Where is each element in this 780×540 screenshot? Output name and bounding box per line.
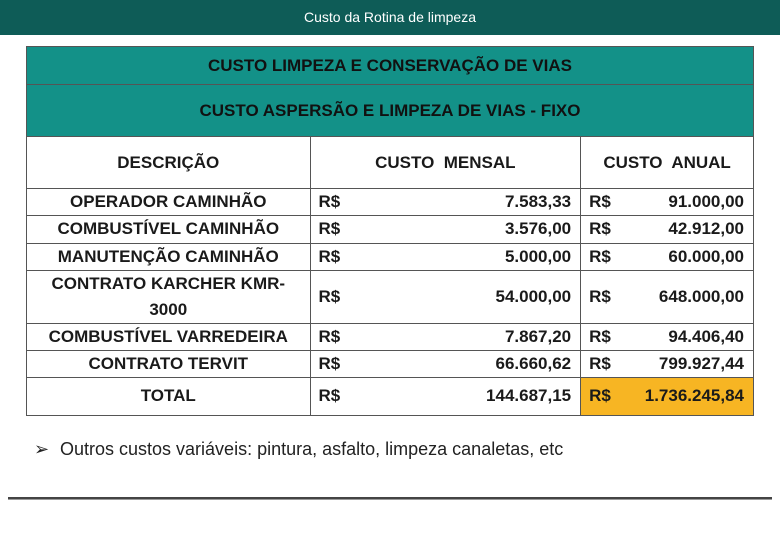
currency-symbol: R$	[318, 286, 341, 306]
annual-value: 60.000,00	[668, 246, 744, 266]
note-bullet	[34, 439, 563, 460]
currency-symbol: R$	[589, 286, 611, 306]
currency-symbol: R$	[318, 353, 341, 373]
total-annual-value: 1.736.245,84	[644, 386, 744, 406]
row-description: MANUTENÇÃO CAMINHÃO	[27, 243, 311, 270]
annual-value: 94.406,40	[668, 326, 744, 346]
currency-symbol: R$	[589, 353, 611, 373]
monthly-value: 7.583,33	[504, 192, 572, 212]
total-monthly-value: 144.687,15	[486, 386, 572, 406]
table-subtitle: CUSTO ASPERSÃO E LIMPEZA DE VIAS - FIXO	[27, 85, 754, 137]
currency-symbol: R$	[589, 192, 611, 212]
row-annual-cost	[581, 189, 754, 216]
row-description: CONTRATO KARCHER KMR-3000	[27, 270, 311, 323]
annual-value: 91.000,00	[668, 192, 744, 212]
cost-table-container	[26, 46, 754, 416]
currency-symbol: R$	[318, 246, 341, 266]
total-annual-cost	[581, 377, 754, 415]
column-header-anual: CUSTO ANUAL	[581, 137, 754, 189]
annual-value: 648.000,00	[658, 286, 744, 306]
currency-symbol: R$	[589, 386, 611, 406]
arrow-bullet-icon: ➢	[34, 439, 50, 459]
monthly-value: 3.576,00	[504, 219, 572, 239]
cost-table	[26, 46, 754, 416]
table-row	[27, 323, 754, 350]
table-row	[27, 189, 754, 216]
monthly-value: 7.867,20	[504, 326, 572, 346]
monthly-value: 54.000,00	[495, 286, 572, 306]
row-annual-cost	[581, 216, 754, 243]
row-description: COMBUSTÍVEL VARREDEIRA	[27, 323, 311, 350]
currency-symbol: R$	[318, 386, 341, 406]
total-label: TOTAL	[27, 377, 311, 415]
currency-symbol: R$	[589, 219, 611, 239]
currency-symbol: R$	[318, 219, 341, 239]
annual-value: 799.927,44	[658, 353, 744, 373]
page-title: Custo da Rotina de limpeza	[304, 9, 476, 25]
table-row	[27, 270, 754, 323]
table-subtitle-row	[27, 85, 754, 137]
row-annual-cost	[581, 270, 754, 323]
row-description: OPERADOR CAMINHÃO	[27, 189, 311, 216]
monthly-value: 5.000,00	[504, 246, 572, 266]
row-monthly-cost	[310, 323, 581, 350]
row-monthly-cost	[310, 243, 581, 270]
row-annual-cost	[581, 323, 754, 350]
monthly-value: 66.660,62	[495, 353, 572, 373]
row-monthly-cost	[310, 270, 581, 323]
column-header-row	[27, 137, 754, 189]
table-row	[27, 216, 754, 243]
row-annual-cost	[581, 243, 754, 270]
column-header-descricao: DESCRIÇÃO	[27, 137, 311, 189]
footer-divider	[8, 497, 772, 500]
currency-symbol: R$	[318, 192, 341, 212]
table-row	[27, 350, 754, 377]
row-description: CONTRATO TERVIT	[27, 350, 311, 377]
table-title: CUSTO LIMPEZA E CONSERVAÇÃO DE VIAS	[27, 47, 754, 85]
row-description: COMBUSTÍVEL CAMINHÃO	[27, 216, 311, 243]
note-text: Outros custos variáveis: pintura, asfalto, limpeza canaletas, etc	[60, 439, 564, 459]
table-title-row	[27, 47, 754, 85]
row-annual-cost	[581, 350, 754, 377]
total-row	[27, 377, 754, 415]
title-bar	[0, 0, 780, 35]
row-monthly-cost	[310, 350, 581, 377]
row-monthly-cost	[310, 189, 581, 216]
table-row	[27, 243, 754, 270]
column-header-mensal: CUSTO MENSAL	[310, 137, 581, 189]
currency-symbol: R$	[318, 326, 341, 346]
row-monthly-cost	[310, 216, 581, 243]
currency-symbol: R$	[589, 326, 611, 346]
total-monthly-cost	[310, 377, 581, 415]
currency-symbol: R$	[589, 246, 611, 266]
annual-value: 42.912,00	[668, 219, 744, 239]
